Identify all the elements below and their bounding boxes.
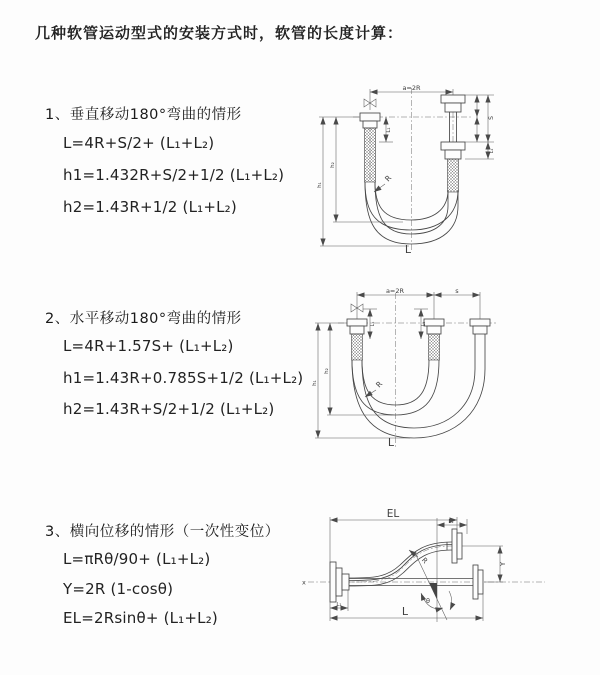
d1-dim-l1-left-label: L₁ [386,127,392,133]
d2-dim-a-label: a=2R [385,287,405,295]
section-2-heading: 2、水平移动180°弯曲的情形 [45,311,242,327]
page-title: 几种软管运动型式的安装方式时，软管的长度计算： [35,24,404,42]
section-3-formula-l: L=πRθ/90+ (L₁+L₂) [63,550,211,568]
d1-length-label: L [404,243,412,256]
d2-dim-h2-label: h₂ [324,368,330,374]
d1-dimensions [319,89,494,246]
section-2-formula-h1: h1=1.43R+0.785S+1/2 (L₁+L₂) [63,369,304,387]
d3-theta-label: θ [426,597,430,605]
d3-radius-label: R [419,556,430,566]
d1-dim-h1-label: h₁ [317,182,323,188]
section-3-formula-el: EL=2Rsinθ+ (L₁+L₂) [63,609,218,627]
diagram-3-lateral-displacement [300,498,580,643]
d1-radius-label: R [383,173,394,184]
diagram-1-vertical-u-bend [313,80,513,255]
section-2-formula-l: L=4R+1.57S+ (L₁+L₂) [63,337,234,355]
d2-length-label: L [387,436,395,449]
d3-hose-assembly [330,529,483,602]
section-2-formula-h2: h2=1.43R+S/2+1/2 (L₁+L₂) [63,400,275,418]
d2-dim-l1-mid-label: L₁ [421,321,427,327]
d2-dim-h1-label: h₁ [312,380,318,386]
d3-axis-mark: x [302,578,306,587]
d1-dim-h2-label: h₂ [330,162,336,168]
section-1-formula-h1: h1=1.432R+S/2+1/2 (L₁+L₂) [63,166,285,184]
d3-dim-el-label: EL [386,508,400,520]
d3-dim-l1-left-label: L₁ [336,602,342,608]
d2-hose-assembly [347,319,490,438]
d1-hose-assembly [360,95,465,244]
d2-dimensions [315,292,480,438]
d2-radius-label: R [374,379,385,390]
d3-dim-y-label: Y [499,561,507,567]
d1-dim-a-label: a=2R [402,84,421,92]
d2-dim-s-label: s [455,287,459,295]
d3-length-label: L [401,605,409,618]
section-1-formula-h2: h2=1.43R+1/2 (L₁+L₂) [63,198,237,216]
d2-dim-l1-left-label: L₁ [370,321,376,327]
d1-dim-s-label: S [488,116,495,120]
section-1-formula-l: L=4R+S/2+ (L₁+L₂) [63,134,215,152]
section-3-heading: 3、横向位移的情形（一次性变位） [45,524,280,540]
d1-dim-l1-right-label: L₁ [489,148,495,154]
d3-dim-l1-right-label: L₁ [448,519,454,525]
d2-centerlines [338,293,496,448]
section-1-heading: 1、垂直移动180°弯曲的情形 [45,107,242,123]
diagram-2-horizontal-u-bend [310,283,510,453]
section-3-formula-y: Y=2R (1-cosθ) [63,580,174,598]
